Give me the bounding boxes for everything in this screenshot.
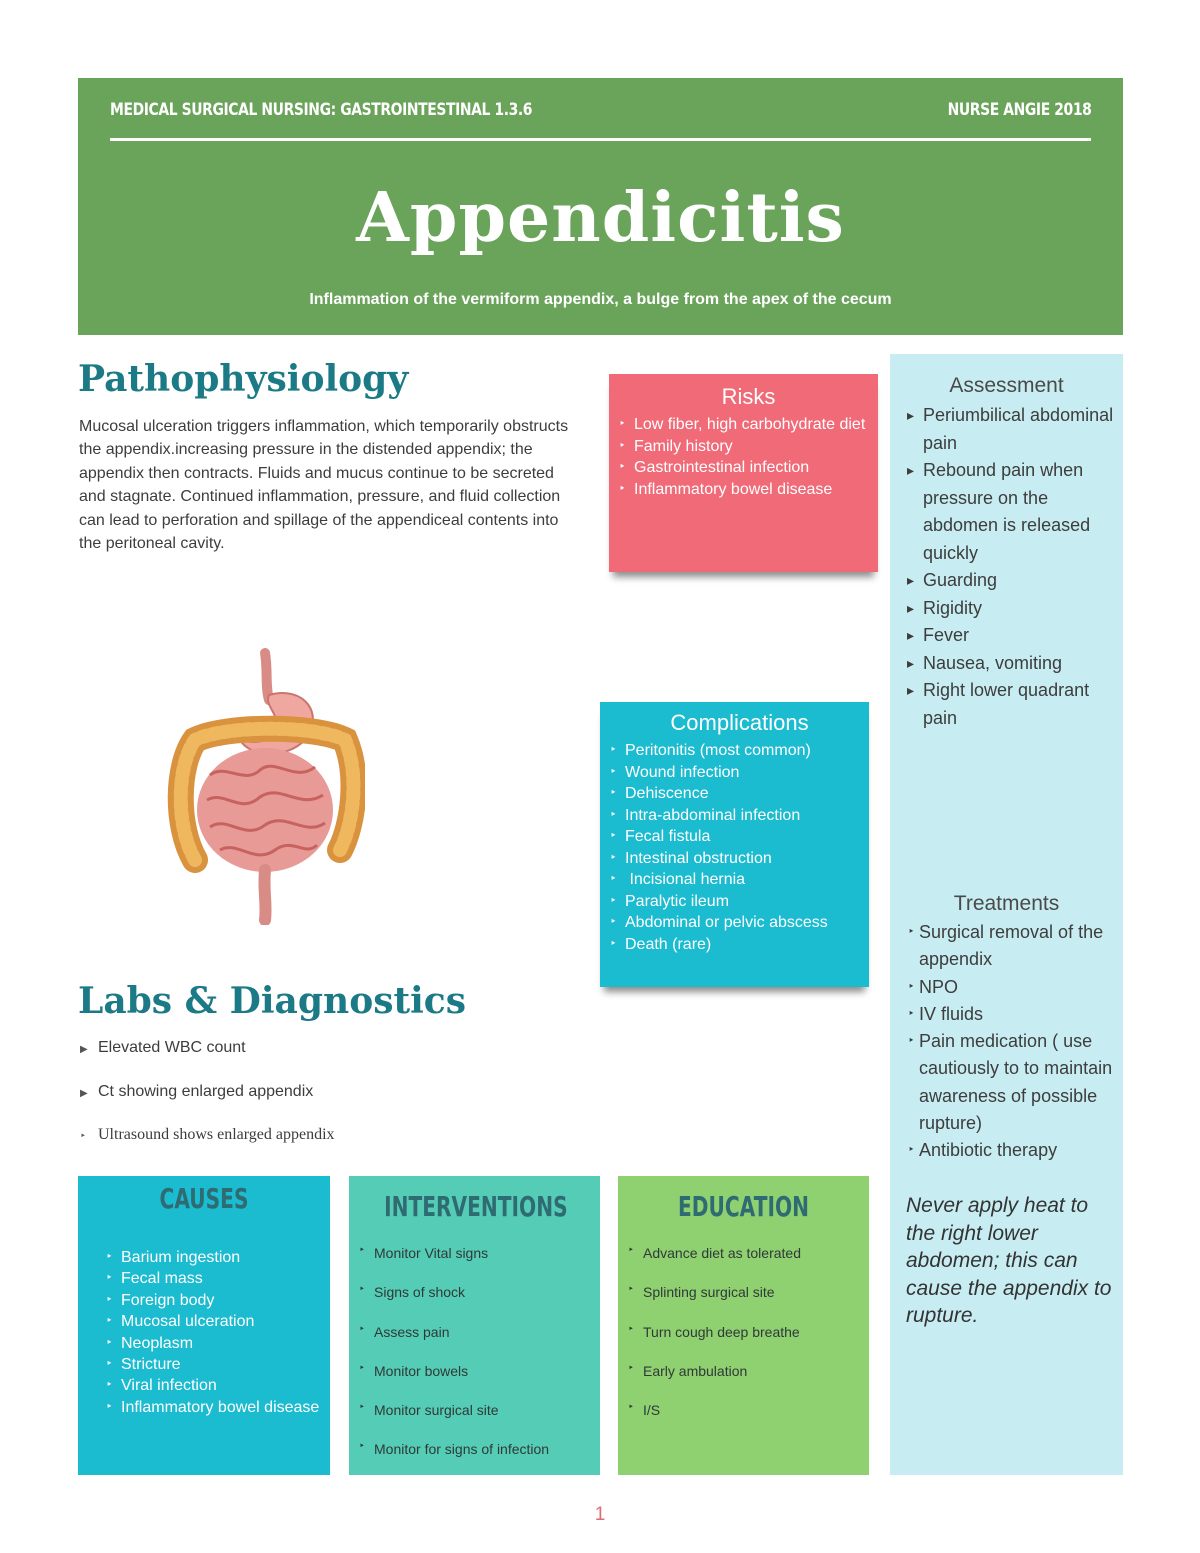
list-item: ▸ Rebound pain when pressure on the abdomen is released quickly [907,457,1117,567]
list-item: ‣ Paralytic ileum [610,891,869,913]
assessment-heading: Assessment [949,374,1064,397]
list-item: ‣ Dehiscence [610,783,869,805]
list-item: ‣ NPO [908,974,1120,1001]
list-item: ‣ Intestinal obstruction [610,848,869,870]
list-item: ‣ Advance diet as tolerated [628,1245,869,1284]
list-item: ▸ Fever [907,622,1117,650]
list-item: ▸ Nausea, vomiting [907,650,1117,678]
risks-card [609,374,878,572]
risks-heading: Risks [721,384,776,409]
list-item: ▸ Right lower quadrant pain [907,677,1117,732]
list-item: ‣ Antibiotic therapy [908,1137,1120,1164]
list-item: ‣ Viral infection [106,1375,330,1396]
list-item: ‣ Barium ingestion [106,1247,330,1268]
list-item: ‣ Pain medication ( use cautiously to to maintain awareness of possible rupture) [908,1028,1120,1137]
list-item: ‣ Intra-abdominal infection [610,805,869,827]
interventions-heading: INTERVENTIONS [384,1190,568,1223]
author-label: NURSE ANGIE 2018 [947,100,1091,120]
right-sidebar-panel [890,354,1123,1475]
list-item: ‣ Mucosal ulceration [106,1311,330,1332]
triangle-bullet-icon: ▶ [80,1044,88,1055]
course-label: MEDICAL SURGICAL NURSING: GASTROINTESTINAL 1.3.6 [110,100,533,120]
list-item: ‣ Signs of shock [359,1284,600,1323]
list-item: ‣ Early ambulation [628,1363,869,1402]
education-heading: EDUCATION [678,1190,809,1223]
list-item: ‣ Monitor Vital signs [359,1245,600,1284]
triangle-bullet-icon: ▶ [80,1088,88,1099]
labs-item: ‣ Ultrasound shows enlarged appendix [80,1126,335,1143]
treatments-heading: Treatments [953,892,1060,915]
list-item: ‣ Family history [619,436,878,458]
list-item: ‣ Fecal mass [106,1268,330,1289]
header-banner [78,78,1123,335]
list-item: ‣ IV fluids [908,1001,1120,1028]
causes-box [78,1176,330,1475]
list-item: ‣ Inflammatory bowel disease [619,479,878,501]
list-item: ‣ Stricture [106,1354,330,1375]
list-item: ‣ Turn cough deep breathe [628,1324,869,1363]
list-item: ‣ Wound infection [610,762,869,784]
list-item: ‣ Death (rare) [610,934,869,956]
list-item: ‣ Assess pain [359,1324,600,1363]
list-item: ‣ Incisional hernia [610,869,869,891]
page-subtitle: Inflammation of the vermiform appendix, a bulge from the apex of the cecum [309,291,892,308]
pathophysiology-heading: Pathophysiology [78,358,409,400]
page-number: 1 [594,1504,606,1525]
digestive-tract-illustration [165,645,365,925]
list-item: ‣ Foreign body [106,1290,330,1311]
list-item: ‣ Splinting surgical site [628,1284,869,1323]
labs-item: ▶ Ct showing enlarged appendix [80,1083,314,1100]
complications-heading: Complications [670,710,809,735]
list-item: ‣ Low fiber, high carbohydrate diet [619,414,878,436]
list-item: ‣ Fecal fistula [610,826,869,848]
causes-heading: CAUSES [159,1182,249,1215]
list-item: ‣ Abdominal or pelvic abscess [610,912,869,934]
header-divider [110,138,1091,141]
pathophysiology-text: Mucosal ulceration triggers inflammation, which temporarily obstructs the appendix.increasing pressure in the distended appendix; the appendix then contracts. Fluids and mucus continue to be secreted and stagnate. Continued inflammation, pressure, and fluid collection can lead to perforation and spillage of the appendiceal contents into the peritoneal cavity. [79,418,569,553]
triangle-bullet-icon: ‣ [80,1131,86,1142]
labs-heading: Labs & Diagnostics [78,980,466,1022]
page-title: Appendicitis [356,178,845,258]
heat-warning-note: Never apply heat to the right lower abdomen; this can cause the appendix to rupture. [906,1194,1112,1327]
labs-item: ▶ Elevated WBC count [80,1039,246,1056]
list-item: ‣ Inflammatory bowel disease [106,1397,330,1418]
education-box [618,1176,869,1475]
list-item: ‣ Peritonitis (most common) [610,740,869,762]
interventions-box [349,1176,600,1475]
list-item: ▸ Periumbilical abdominal pain [907,402,1117,457]
list-item: ▸ Rigidity [907,595,1117,623]
list-item: ▸ Guarding [907,567,1117,595]
list-item: ‣ Monitor for signs of infection [359,1441,600,1480]
list-item: ‣ I/S [628,1402,869,1441]
list-item: ‣ Neoplasm [106,1333,330,1354]
list-item: ‣ Monitor bowels [359,1363,600,1402]
list-item: ‣ Surgical removal of the appendix [908,919,1120,974]
list-item: ‣ Monitor surgical site [359,1402,600,1441]
list-item: ‣ Gastrointestinal infection [619,457,878,479]
complications-card [600,702,869,987]
